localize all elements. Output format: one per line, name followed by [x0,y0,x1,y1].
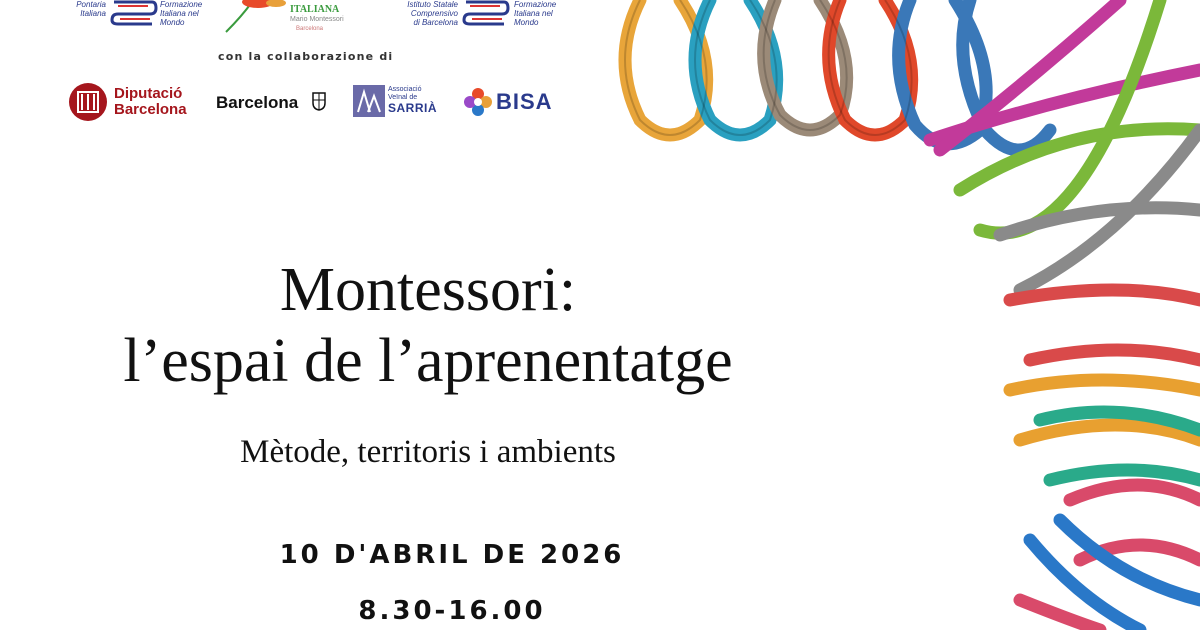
logo-text: Italiana [80,9,106,18]
page-title-line1: Montessori: [279,256,577,324]
logo-text: Associació [388,86,422,93]
event-time: 8.30-16.00 [358,596,546,626]
collaboration-label: con la collaborazione di [218,50,394,63]
event-date: 10 D'ABRIL DE 2026 [279,540,625,570]
bisa-logo-text: BISA [496,89,553,114]
logo-text: Italiana nel [514,9,553,18]
logo-text: Formazione [514,0,557,9]
sarria-logo-text: SARRIÀ [388,101,438,115]
sarria-small-text [388,86,421,102]
logo-text: Formazione [160,0,203,9]
barcelona-logo [216,93,298,113]
logo-text: Mondo [514,18,539,27]
logo-s-icon [108,0,158,26]
logo-text: Barcelona [114,101,187,118]
logo-place: Barcelona [296,26,324,32]
page-subtitle: Mètode, territoris i ambients [240,434,616,470]
diputacio-emblem-icon [68,82,108,122]
logo-s-icon [460,0,510,26]
logo-text: Istituto Statale [407,0,458,9]
logo-text: Barcelona [216,93,299,112]
logo-italiana: ITALIANA [290,4,340,15]
logo-text: Pontaria [76,0,106,9]
logo-pontaria [70,0,106,18]
logo-mario: Mario Montessori [290,16,344,23]
barcelona-shield-icon [311,91,327,111]
diputacio-logo-text [114,86,187,118]
logo-text: di Barcelona [413,18,458,27]
bisa-emblem-icon [462,86,494,118]
page-title-line2: l’espai de l’aprenentatge [123,327,733,395]
logo-formazione [160,0,202,27]
logo-text: Veïnal de [388,94,418,101]
logo-text: Mondo [160,18,185,27]
logo-istituto [396,0,458,27]
sarria-emblem-icon [352,84,386,118]
logo-text: Comprensivo [410,9,458,18]
logo-formazione-2 [514,0,556,27]
flower-logo-icon [222,0,292,34]
ropes-illustration [600,0,1200,630]
logo-text: Italiana nel [160,9,199,18]
logo-text: Diputació [114,85,183,102]
